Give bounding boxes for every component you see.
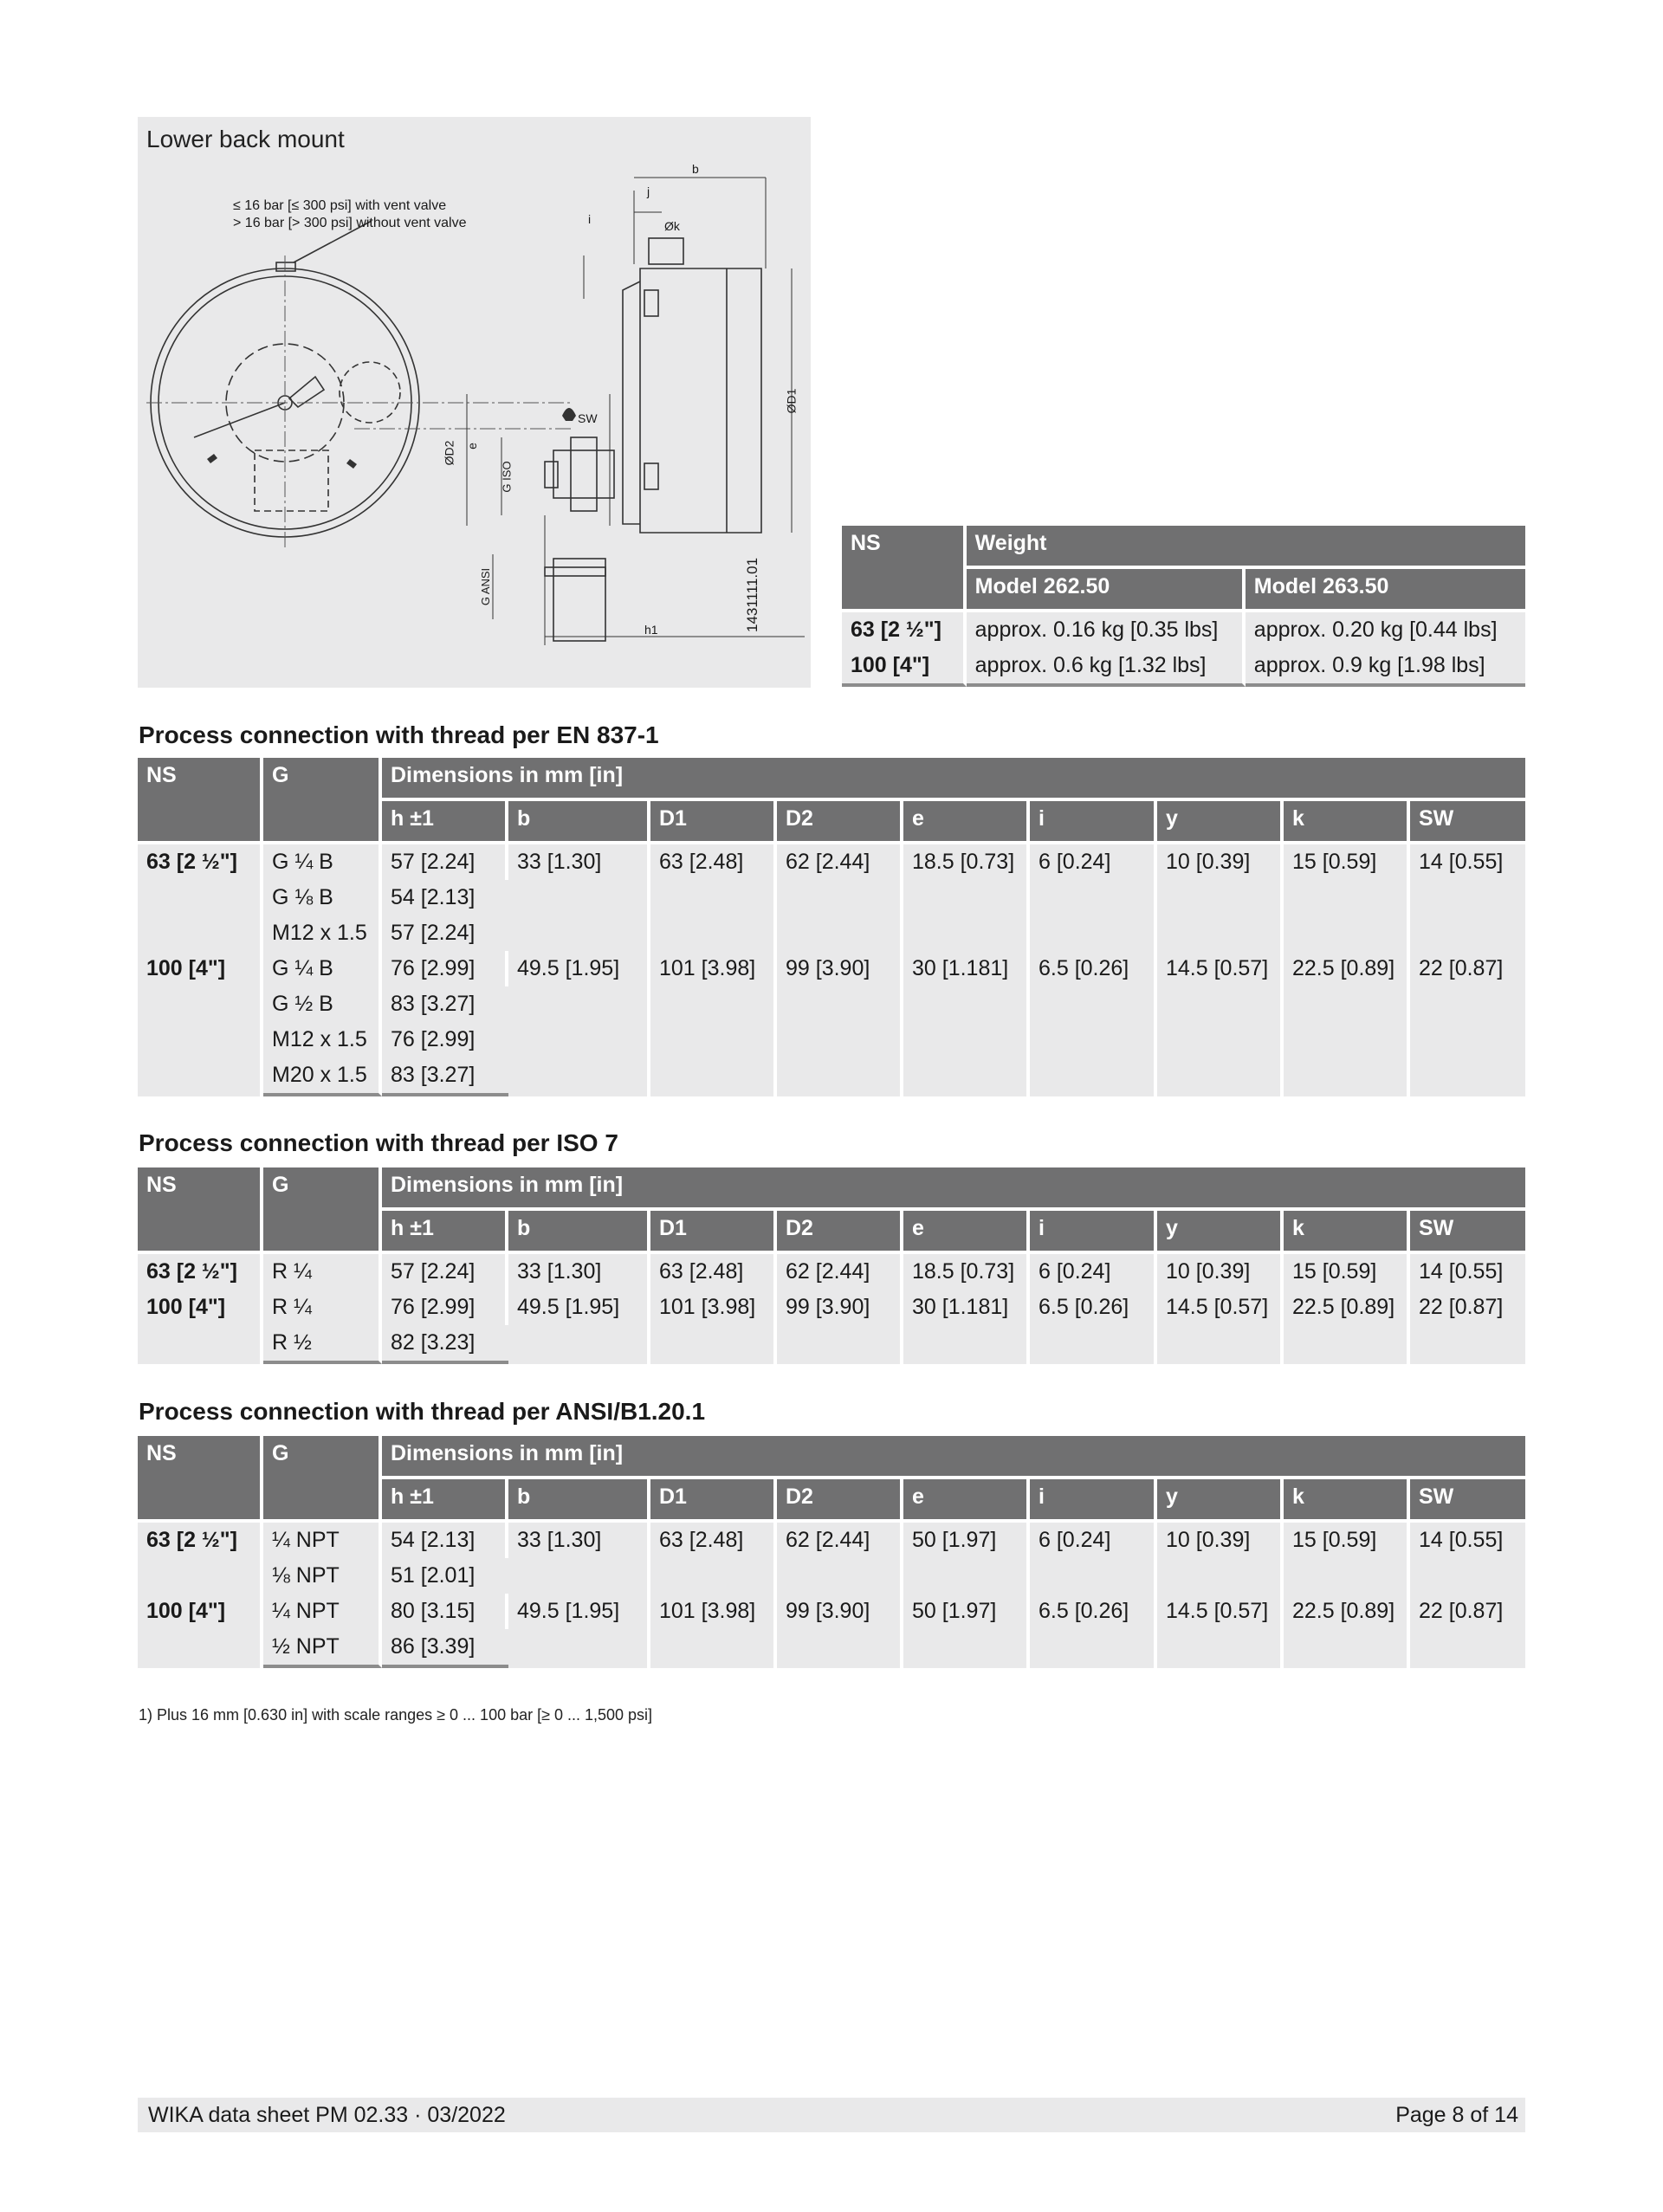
cell-i: 6.5 [0.26] <box>1030 1290 1157 1364</box>
cell-sw: 22 [0.87] <box>1410 1290 1525 1364</box>
header-k: k <box>1284 1479 1410 1523</box>
table-row <box>138 951 1525 986</box>
weight-table <box>842 526 1525 687</box>
cell-i: 6.5 [0.26] <box>1030 1594 1157 1668</box>
header-e: e <box>903 1211 1030 1254</box>
cell-d1: 63 [2.48] <box>650 1523 777 1594</box>
cell-sw: 22 [0.87] <box>1410 951 1525 1096</box>
header-b: b <box>508 801 650 844</box>
cell-e: 30 [1.181] <box>903 1290 1030 1364</box>
dimensions-table-en837 <box>138 758 1525 1096</box>
header-d2: D2 <box>777 801 903 844</box>
header-k: k <box>1284 801 1410 844</box>
cell-k: 15 [0.59] <box>1284 1523 1410 1594</box>
dim-label-h1: h1 <box>644 623 658 637</box>
weight-value: approx. 0.6 kg [1.32 lbs] <box>967 648 1246 687</box>
cell-g: ⅛ NPT <box>263 1558 382 1594</box>
cell-g: G ¼ B <box>263 844 382 880</box>
cell-b: 49.5 [1.95] <box>508 951 650 1096</box>
cell-d2: 62 [2.44] <box>777 844 903 951</box>
cell-e: 18.5 [0.73] <box>903 844 1030 951</box>
cell-h: 57 [2.24] <box>382 1254 508 1290</box>
cell-e: 18.5 [0.73] <box>903 1254 1030 1290</box>
cell-ns: 63 [2 ½"] <box>138 844 263 951</box>
vent-valve-note: ≤ 16 bar [≤ 300 psi] with vent valve <box>233 198 447 213</box>
section-title-ansi: Process connection with thread per ANSI/B1.20.1 <box>139 1398 706 1425</box>
cell-b: 49.5 [1.95] <box>508 1290 650 1364</box>
cell-sw: 14 [0.55] <box>1410 844 1525 951</box>
dim-label-d2: ØD2 <box>442 440 456 466</box>
header-dimensions: Dimensions in mm [in] <box>382 758 1525 801</box>
page-footer <box>138 2098 1525 2132</box>
header-h: h ±1 <box>382 1479 508 1523</box>
page-number: Page 8 of 14 <box>1395 2103 1518 2127</box>
footnote: 1) Plus 16 mm [0.630 in] with scale ranges ≥ 0 ... 100 bar [≥ 0 ... 1,500 psi] <box>139 1706 653 1724</box>
weight-value: approx. 0.16 kg [0.35 lbs] <box>967 612 1246 648</box>
weight-header-ns: NS <box>842 526 967 612</box>
dim-label-e: e <box>464 443 479 450</box>
no-vent-valve-note: > 16 bar [> 300 psi] without vent valve <box>233 216 467 230</box>
cell-g: M12 x 1.5 <box>263 915 382 951</box>
weight-ns: 100 [4"] <box>842 648 967 687</box>
header-d1: D1 <box>650 1211 777 1254</box>
table-row <box>138 1254 1525 1290</box>
cell-y: 14.5 [0.57] <box>1157 951 1284 1096</box>
header-ns: NS <box>138 1167 263 1254</box>
cell-h: 57 [2.24] <box>382 844 508 880</box>
header-sw: SW <box>1410 1479 1525 1523</box>
header-g: G <box>263 1436 382 1523</box>
cell-d2: 62 [2.44] <box>777 1254 903 1290</box>
header-e: e <box>903 801 1030 844</box>
header-d1: D1 <box>650 1479 777 1523</box>
header-b: b <box>508 1211 650 1254</box>
cell-e: 50 [1.97] <box>903 1594 1030 1668</box>
weight-ns: 63 [2 ½"] <box>842 612 967 648</box>
cell-d1: 101 [3.98] <box>650 951 777 1096</box>
cell-ns: 100 [4"] <box>138 1290 263 1364</box>
header-i: i <box>1030 801 1157 844</box>
datasheet-reference: WIKA data sheet PM 02.33 · 03/2022 <box>148 2103 506 2127</box>
cell-y: 14.5 [0.57] <box>1157 1290 1284 1364</box>
dimensions-table-iso7 <box>138 1167 1525 1364</box>
cell-k: 22.5 [0.89] <box>1284 951 1410 1096</box>
dim-label-b: b <box>692 162 699 176</box>
cell-y: 10 [0.39] <box>1157 1254 1284 1290</box>
header-dimensions: Dimensions in mm [in] <box>382 1436 1525 1479</box>
cell-k: 22.5 [0.89] <box>1284 1290 1410 1364</box>
cell-h: 54 [2.13] <box>382 1523 508 1558</box>
cell-d2: 99 [3.90] <box>777 1290 903 1364</box>
cell-h: 76 [2.99] <box>382 1290 508 1325</box>
cell-e: 30 [1.181] <box>903 951 1030 1096</box>
weight-value: approx. 0.20 kg [0.44 lbs] <box>1246 612 1525 648</box>
header-sw: SW <box>1410 801 1525 844</box>
cell-d1: 63 [2.48] <box>650 1254 777 1290</box>
cell-h: 76 [2.99] <box>382 951 508 986</box>
table-row <box>138 1290 1525 1325</box>
cell-h: 83 [3.27] <box>382 986 508 1022</box>
header-ns: NS <box>138 1436 263 1523</box>
dim-label-i: i <box>588 212 592 226</box>
header-b: b <box>508 1479 650 1523</box>
dim-label-d1: ØD1 <box>784 388 799 414</box>
table-row <box>138 1594 1525 1629</box>
dim-label-g-iso: G ISO <box>500 461 514 493</box>
cell-g: G ⅛ B <box>263 880 382 915</box>
cell-g: G ¼ B <box>263 951 382 986</box>
header-dimensions: Dimensions in mm [in] <box>382 1167 1525 1211</box>
cell-g: G ½ B <box>263 986 382 1022</box>
cell-i: 6.5 [0.26] <box>1030 951 1157 1096</box>
cell-d1: 101 [3.98] <box>650 1594 777 1668</box>
cell-e: 50 [1.97] <box>903 1523 1030 1594</box>
table-row <box>138 1523 1525 1558</box>
dim-label-k: Øk <box>664 219 680 233</box>
header-i: i <box>1030 1211 1157 1254</box>
header-d2: D2 <box>777 1211 903 1254</box>
cell-ns: 63 [2 ½"] <box>138 1254 263 1290</box>
cell-b: 33 [1.30] <box>508 1523 650 1594</box>
header-d2: D2 <box>777 1479 903 1523</box>
header-d1: D1 <box>650 801 777 844</box>
cell-g: M12 x 1.5 <box>263 1022 382 1057</box>
cell-i: 6 [0.24] <box>1030 844 1157 951</box>
table-row <box>842 612 1525 648</box>
cell-k: 22.5 [0.89] <box>1284 1594 1410 1668</box>
cell-b: 33 [1.30] <box>508 1254 650 1290</box>
cell-sw: 22 [0.87] <box>1410 1594 1525 1668</box>
table-row <box>842 648 1525 687</box>
cell-d2: 99 [3.90] <box>777 951 903 1096</box>
header-e: e <box>903 1479 1030 1523</box>
cell-ns: 100 [4"] <box>138 951 263 1096</box>
cell-i: 6 [0.24] <box>1030 1523 1157 1594</box>
dim-label-g-ansi: G ANSI <box>479 567 493 606</box>
header-i: i <box>1030 1479 1157 1523</box>
cell-h: 51 [2.01] <box>382 1558 508 1594</box>
cell-i: 6 [0.24] <box>1030 1254 1157 1290</box>
header-sw: SW <box>1410 1211 1525 1254</box>
cell-g: ½ NPT <box>263 1629 382 1668</box>
cell-g: R ¼ <box>263 1254 382 1290</box>
cell-y: 14.5 [0.57] <box>1157 1594 1284 1668</box>
cell-y: 10 [0.39] <box>1157 1523 1284 1594</box>
weight-header-model-263: Model 263.50 <box>1246 569 1525 612</box>
cell-h: 76 [2.99] <box>382 1022 508 1057</box>
cell-k: 15 [0.59] <box>1284 844 1410 951</box>
cell-sw: 14 [0.55] <box>1410 1523 1525 1594</box>
weight-header-weight: Weight <box>967 526 1525 569</box>
cell-b: 33 [1.30] <box>508 844 650 951</box>
header-y: y <box>1157 1211 1284 1254</box>
cell-d1: 101 [3.98] <box>650 1290 777 1364</box>
drawing-notes <box>233 197 467 232</box>
cell-g: R ¼ <box>263 1290 382 1325</box>
header-g: G <box>263 758 382 844</box>
cell-y: 10 [0.39] <box>1157 844 1284 951</box>
cell-d1: 63 [2.48] <box>650 844 777 951</box>
cell-h: 80 [3.15] <box>382 1594 508 1629</box>
section-title-en837: Process connection with thread per EN 837-1 <box>139 721 659 748</box>
dimensions-table-ansi <box>138 1436 1525 1668</box>
cell-k: 15 [0.59] <box>1284 1254 1410 1290</box>
dim-label-j: j <box>647 184 650 198</box>
header-ns: NS <box>138 758 263 844</box>
header-y: y <box>1157 801 1284 844</box>
cell-h: 54 [2.13] <box>382 880 508 915</box>
header-h: h ±1 <box>382 801 508 844</box>
cell-h: 86 [3.39] <box>382 1629 508 1668</box>
cell-sw: 14 [0.55] <box>1410 1254 1525 1290</box>
cell-ns: 100 [4"] <box>138 1594 263 1668</box>
drawing-number: 1431111.01 <box>744 557 760 632</box>
technical-drawing <box>138 117 811 688</box>
header-k: k <box>1284 1211 1410 1254</box>
header-g: G <box>263 1167 382 1254</box>
cell-g: M20 x 1.5 <box>263 1057 382 1096</box>
weight-header-model-262: Model 262.50 <box>967 569 1246 612</box>
header-y: y <box>1157 1479 1284 1523</box>
cell-d2: 99 [3.90] <box>777 1594 903 1668</box>
cell-g: ¼ NPT <box>263 1523 382 1558</box>
cell-d2: 62 [2.44] <box>777 1523 903 1594</box>
cell-g: ¼ NPT <box>263 1594 382 1629</box>
cell-h: 82 [3.23] <box>382 1325 508 1364</box>
section-title-iso7: Process connection with thread per ISO 7 <box>139 1129 618 1156</box>
cell-ns: 63 [2 ½"] <box>138 1523 263 1594</box>
cell-g: R ½ <box>263 1325 382 1364</box>
drawing-title: Lower back mount <box>146 126 345 152</box>
table-row <box>138 844 1525 880</box>
weight-value: approx. 0.9 kg [1.98 lbs] <box>1246 648 1525 687</box>
cell-h: 83 [3.27] <box>382 1057 508 1096</box>
cell-b: 49.5 [1.95] <box>508 1594 650 1668</box>
dim-label-sw: SW <box>578 411 598 425</box>
header-h: h ±1 <box>382 1211 508 1254</box>
cell-h: 57 [2.24] <box>382 915 508 951</box>
